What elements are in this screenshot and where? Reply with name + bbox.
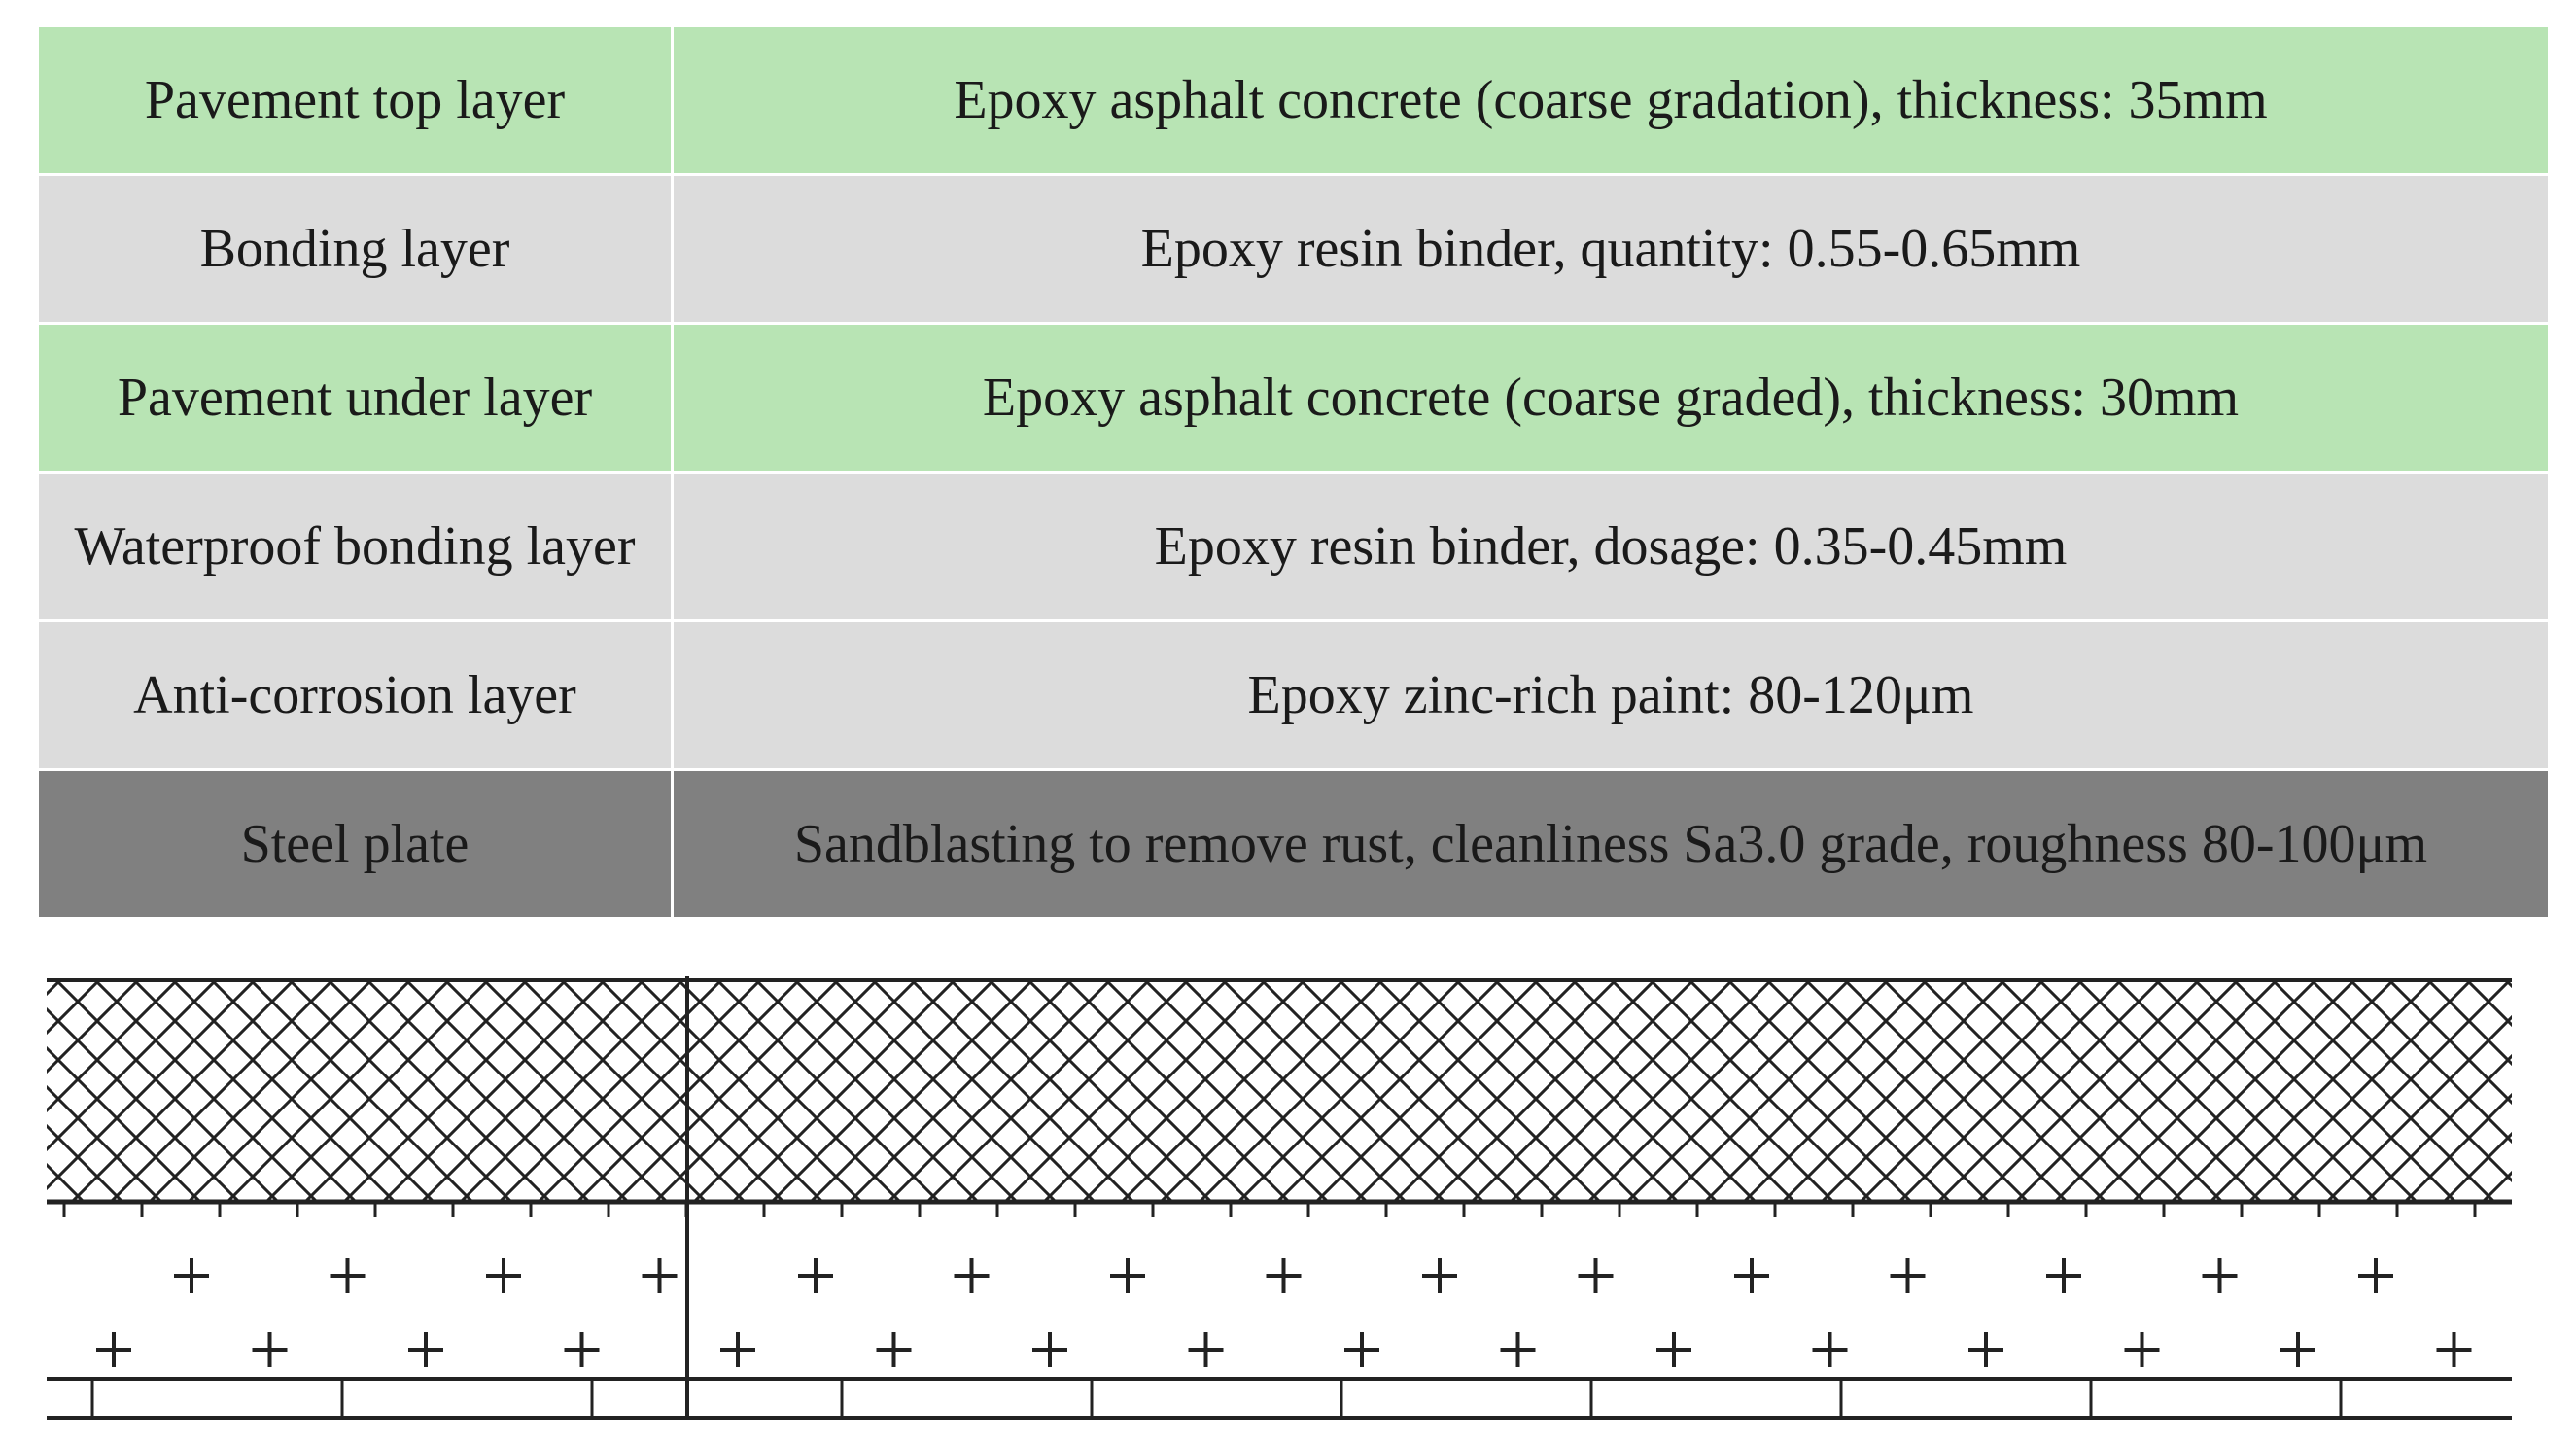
steel-plate-band	[47, 1379, 2512, 1418]
plus-symbol	[2280, 1332, 2315, 1367]
plus-symbol	[720, 1332, 755, 1367]
layer-name: Waterproof bonding layer	[39, 473, 673, 621]
plus-symbol	[955, 1258, 990, 1293]
plus-symbol	[1110, 1258, 1145, 1293]
plus-symbol	[1032, 1332, 1067, 1367]
plus-symbol	[2203, 1258, 2238, 1293]
plus-symbol	[2046, 1258, 2081, 1293]
layer-spec: Epoxy resin binder, quantity: 0.55-0.65mm	[673, 175, 2549, 324]
layer-row-waterproof-bonding	[39, 473, 2548, 621]
plus-symbol	[408, 1332, 443, 1367]
layer-name: Pavement top layer	[39, 27, 673, 175]
layer-name: Steel plate	[39, 770, 673, 918]
plus-symbol	[2125, 1332, 2160, 1367]
plus-symbol	[2437, 1332, 2472, 1367]
plus-symbol	[1734, 1258, 1769, 1293]
layer-row-pavement-under	[39, 324, 2548, 473]
layer-name: Bonding layer	[39, 175, 673, 324]
plus-symbol	[643, 1258, 678, 1293]
asphalt-hatch-layer	[47, 980, 2512, 1202]
plus-symbol	[798, 1258, 833, 1293]
plus-symbol	[96, 1332, 131, 1367]
layer-row-anti-corrosion	[39, 621, 2548, 770]
plus-symbol	[1344, 1332, 1379, 1367]
plus-symbol	[1891, 1258, 1926, 1293]
plus-symbol	[1813, 1332, 1848, 1367]
layer-name: Pavement under layer	[39, 324, 673, 473]
layer-spec: Epoxy zinc-rich paint: 80-120μm	[673, 621, 2549, 770]
plus-symbol	[331, 1258, 366, 1293]
pavement-cross-section-diagram	[39, 963, 2527, 1429]
plus-symbol	[1189, 1332, 1224, 1367]
plus-symbol	[253, 1332, 288, 1367]
layer-spec: Epoxy resin binder, dosage: 0.35-0.45mm	[673, 473, 2549, 621]
plus-symbol	[2358, 1258, 2393, 1293]
plus-symbol	[1501, 1332, 1536, 1367]
plus-symbol	[1422, 1258, 1457, 1293]
plus-symbol	[1656, 1332, 1691, 1367]
plus-symbol	[1267, 1258, 1302, 1293]
plus-symbol	[1579, 1258, 1614, 1293]
plus-symbol	[877, 1332, 912, 1367]
layer-spec: Epoxy asphalt concrete (coarse gradation), thickness: 35mm	[673, 27, 2549, 175]
layer-row-pavement-top	[39, 27, 2548, 175]
layer-row-steel-plate	[39, 770, 2548, 918]
layer-table	[39, 27, 2548, 917]
plus-symbol	[565, 1332, 600, 1367]
layer-name: Anti-corrosion layer	[39, 621, 673, 770]
plus-symbol	[486, 1258, 521, 1293]
plus-symbol	[174, 1258, 209, 1293]
layer-row-bonding	[39, 175, 2548, 324]
plus-symbol-layer	[96, 1258, 2472, 1367]
plus-symbol	[1968, 1332, 2003, 1367]
layer-spec: Epoxy asphalt concrete (coarse graded), thickness: 30mm	[673, 324, 2549, 473]
layer-spec: Sandblasting to remove rust, cleanliness Sa3.0 grade, roughness 80-100μm	[673, 770, 2549, 918]
